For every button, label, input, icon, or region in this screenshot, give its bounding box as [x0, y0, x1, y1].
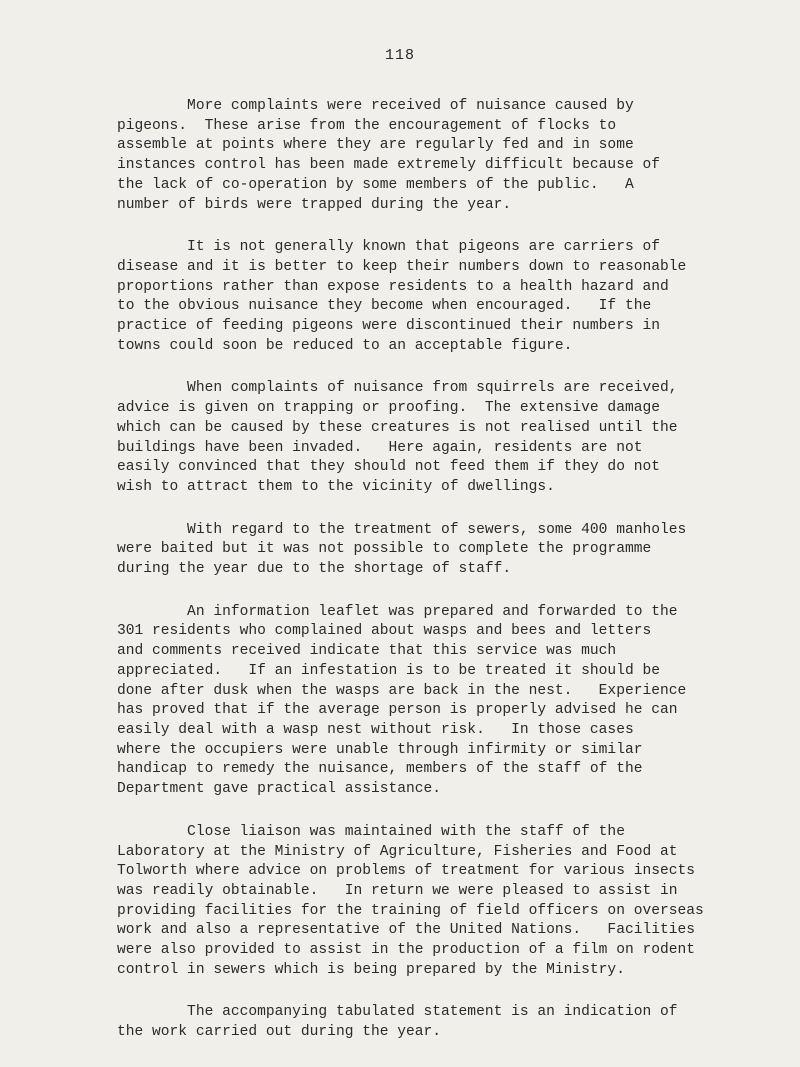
text-line: Department gave practical assistance.: [117, 781, 442, 798]
text-line: It is not generally known that pigeons are carriers of: [117, 239, 660, 256]
text-line: appreciated. If an infestation is to be treated it should be: [117, 662, 660, 679]
text-line: were also provided to assist in the production of a film on rodent: [117, 942, 696, 959]
text-line: Close liaison was maintained with the staff of the: [117, 823, 625, 840]
text-line: wish to attract them to the vicinity of dwellings.: [117, 478, 555, 495]
text-line: Tolworth where advice on problems of treatment for various insects: [117, 863, 696, 880]
body-text: [117, 97, 757, 1066]
text-line: proportions rather than expose residents to a health hazard and: [117, 278, 669, 295]
text-line: the work carried out during the year.: [117, 1024, 442, 1041]
text-line: instances control has been made extremely difficult because of: [117, 157, 660, 174]
text-line: control in sewers which is being prepared by the Ministry.: [117, 961, 625, 978]
text-line: The accompanying tabulated statement is an indication of: [117, 1004, 678, 1021]
text-line: assemble at points where they are regularly fed and in some: [117, 137, 634, 154]
text-line: work and also a representative of the United Nations. Facilities: [117, 922, 696, 939]
text-line: disease and it is better to keep their numbers down to reasonable: [117, 258, 687, 275]
text-line: advice is given on trapping or proofing. The extensive damage: [117, 400, 660, 417]
text-line: With regard to the treatment of sewers, some 400 manholes: [117, 521, 687, 538]
text-line: has proved that if the average person is properly advised he can: [117, 702, 678, 719]
paragraph-squirrels: [117, 379, 757, 497]
text-line: to the obvious nuisance they become when encouraged. If the: [117, 298, 652, 315]
paragraph-laboratory-liaison: [117, 823, 757, 981]
paragraph-pigeons-complaints: [117, 97, 757, 215]
text-line: easily convinced that they should not feed them if they do not: [117, 459, 660, 476]
text-line: and comments received indicate that this service was much: [117, 643, 617, 660]
text-line: which can be caused by these creatures is not realised until the: [117, 419, 678, 436]
text-line: towns could soon be reduced to an acceptable figure.: [117, 337, 573, 354]
text-line: during the year due to the shortage of staff.: [117, 561, 512, 578]
text-line: number of birds were trapped during the year.: [117, 196, 512, 213]
text-line: buildings have been invaded. Here again, residents are not: [117, 439, 643, 456]
paragraph-pigeons-disease: [117, 238, 757, 356]
text-line: easily deal with a wasp nest without risk. In those cases: [117, 721, 634, 738]
paragraph-sewers: [117, 521, 757, 580]
text-line: An information leaflet was prepared and forwarded to the: [117, 603, 678, 620]
text-line: done after dusk when the wasps are back in the nest. Experience: [117, 682, 687, 699]
text-line: More complaints were received of nuisance caused by: [117, 98, 634, 114]
text-line: where the occupiers were unable through infirmity or similar: [117, 741, 643, 758]
text-line: the lack of co-operation by some members of the public. A: [117, 176, 634, 193]
text-line: When complaints of nuisance from squirrels are received,: [117, 380, 678, 397]
paragraph-wasps: [117, 603, 757, 800]
text-line: pigeons. These arise from the encouragement of flocks to: [117, 117, 617, 134]
page-number: 118: [384, 47, 415, 64]
text-line: handicap to remedy the nuisance, members of the staff of the: [117, 761, 643, 778]
text-line: 301 residents who complained about wasps and bees and letters: [117, 623, 652, 640]
text-line: Laboratory at the Ministry of Agriculture, Fisheries and Food at: [117, 843, 678, 860]
text-line: were baited but it was not possible to complete the programme: [117, 541, 652, 558]
text-line: practice of feeding pigeons were discontinued their numbers in: [117, 318, 660, 335]
text-line: was readily obtainable. In return we were pleased to assist in: [117, 882, 678, 899]
text-line: providing facilities for the training of field officers on overseas: [117, 902, 704, 919]
paragraph-tabulated-statement: [117, 1003, 757, 1042]
